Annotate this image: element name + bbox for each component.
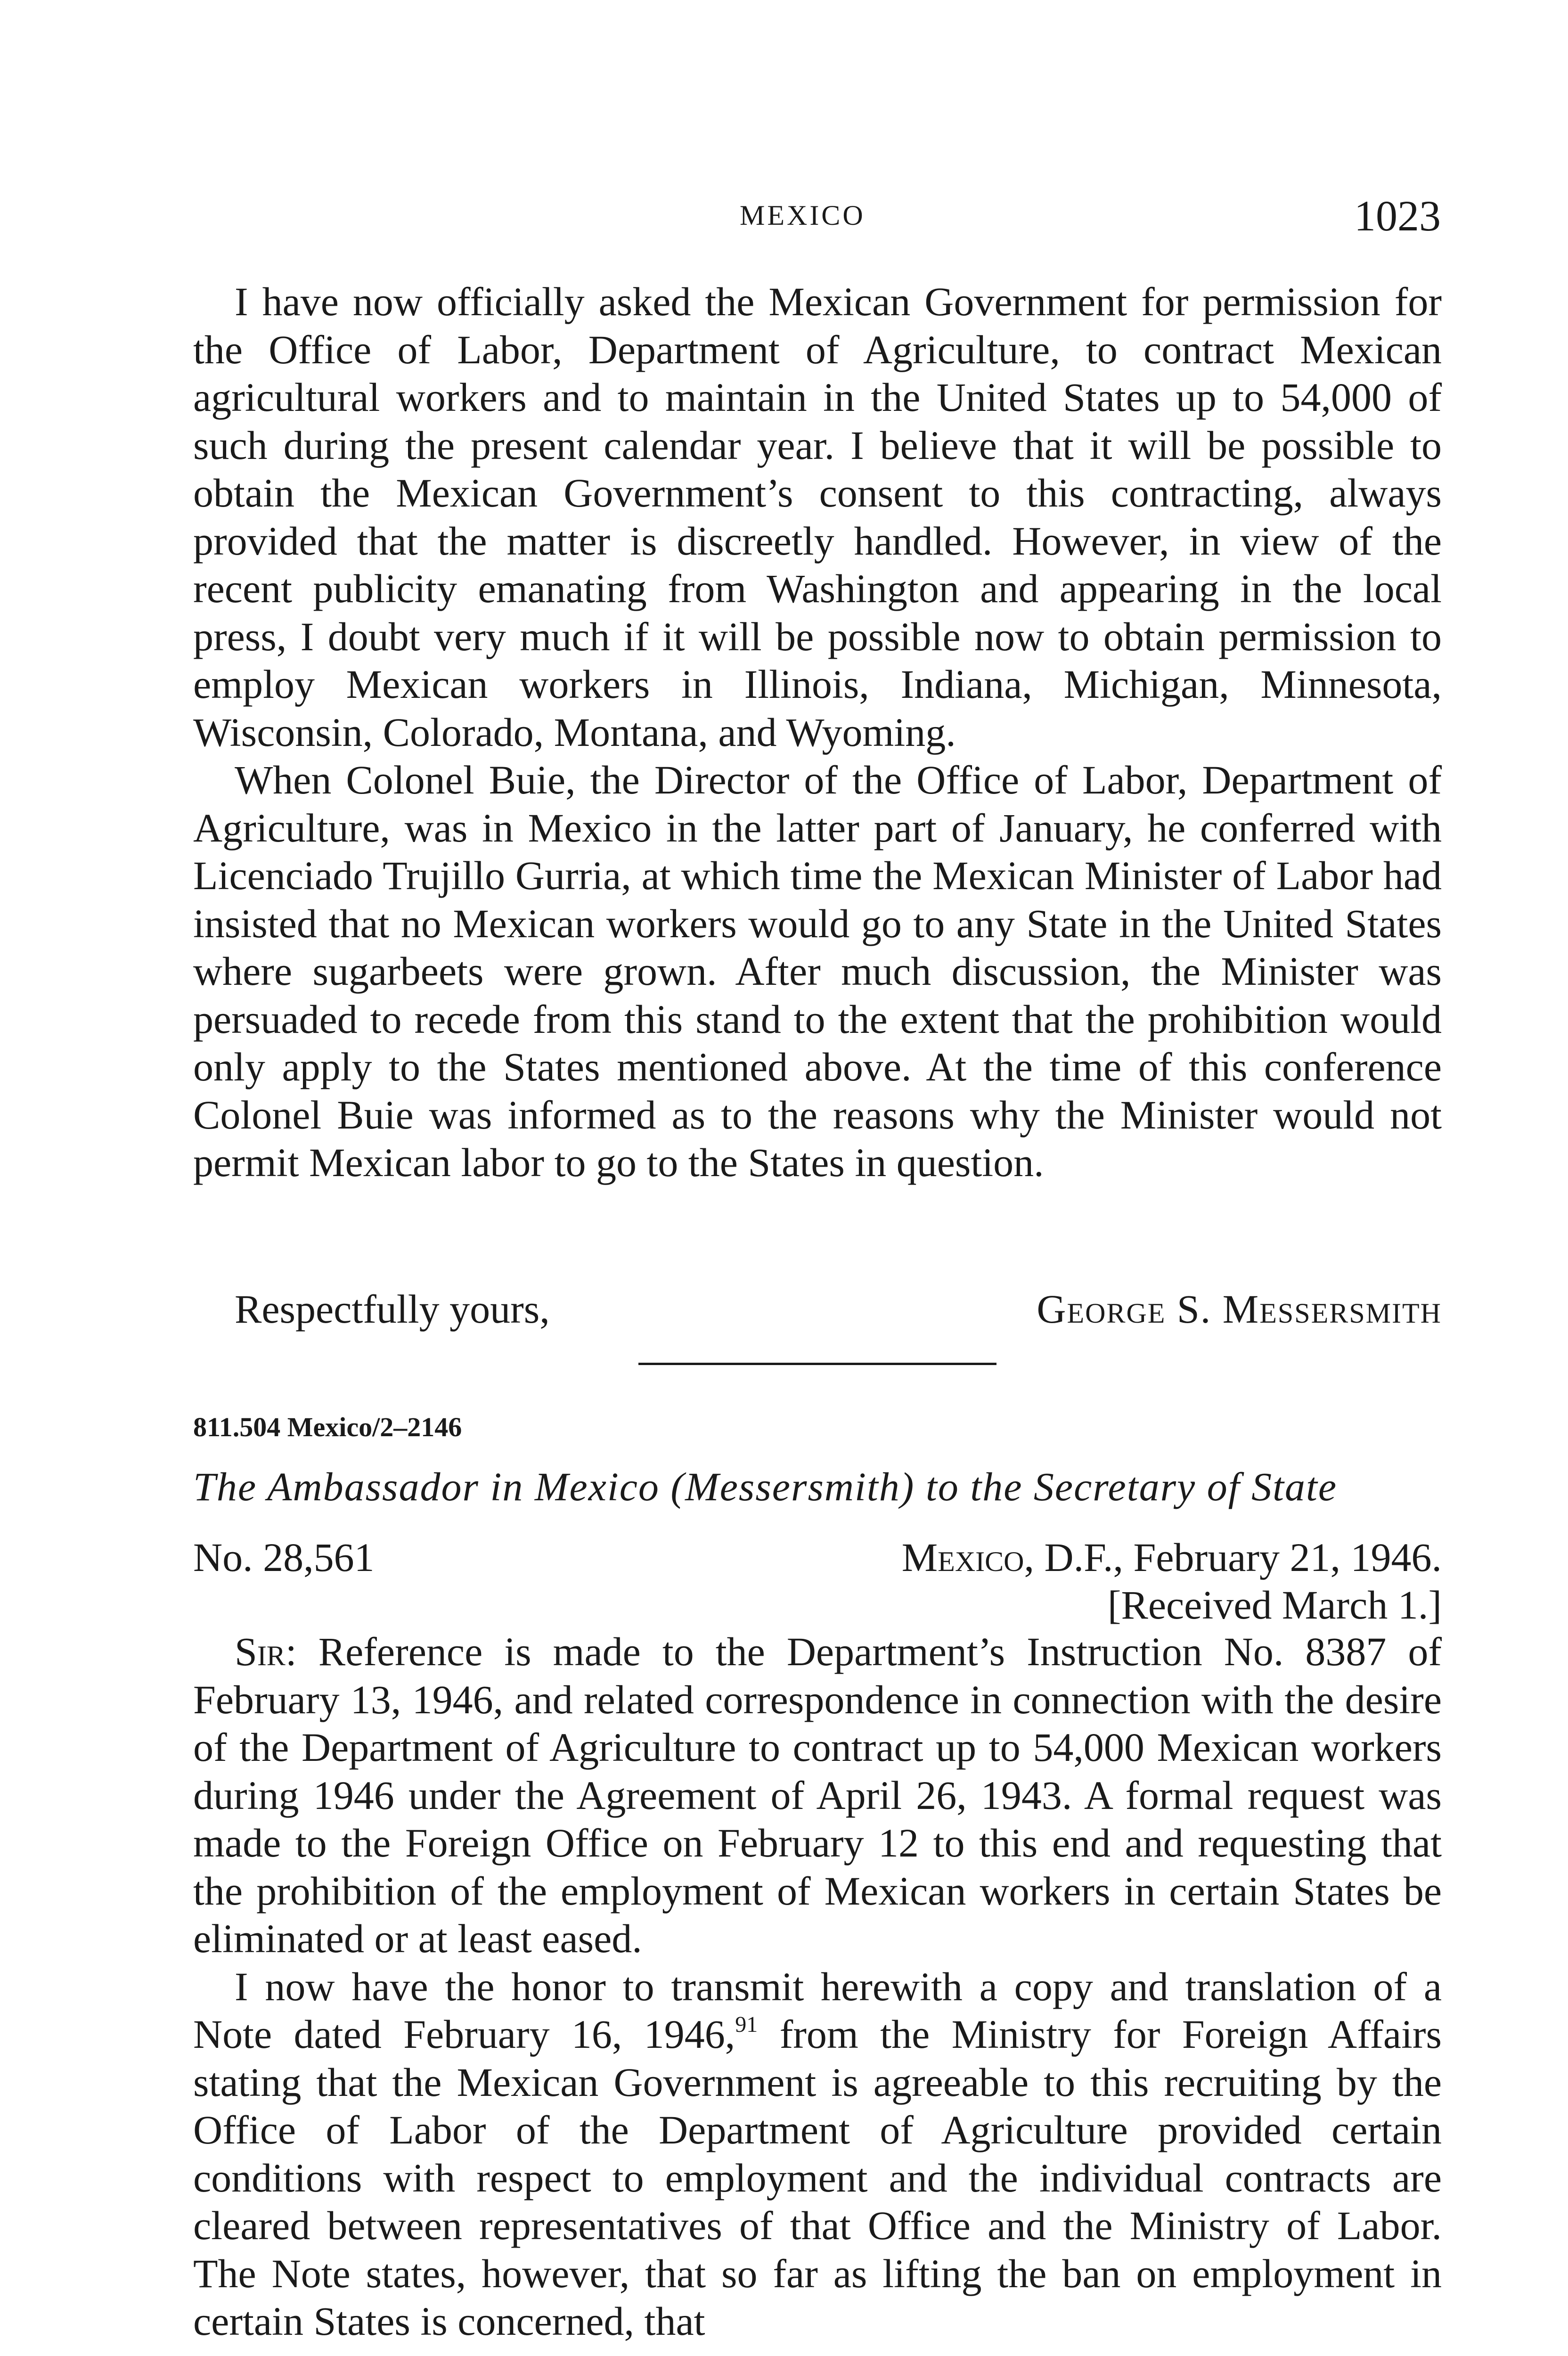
received-date: [Received March 1.] <box>1107 1582 1442 1628</box>
paragraph-text: Reference is made to the Department’s Instruction No. 8387 of February 13, 1946, and related correspondence in connection with the desire of the Department of Agriculture to contract up to 54,000 Mexican workers during 1946 under the Agreement of April 26, 1943. A formal request was made to the Foreign Office on February 12 to this end and requesting that the prohibition of the employment of Mexican workers in certain States be eliminated or at least eased. <box>193 1629 1442 1961</box>
footnote-reference: 91 <box>735 2012 758 2037</box>
paragraph: I have now officially asked the Mexican Government for permission for the Office of Labor, Department of Agriculture, to contract Mexican agricultural workers and to maintain in the United States up to 54,000 of such during the present calendar year. I believe that it will be possible to obtain the Mexican Government’s consent to this contracting, always provided that the matter is discreetly handled. However, in view of the recent publicity emanating from Washington and appearing in the local press, I doubt very much if it will be possible now to obtain permission to employ Mexican workers in Illinois, Indiana, Michigan, Minnesota, Wisconsin, Colorado, Montana, and Wyoming. <box>193 279 1442 755</box>
letter-body <box>193 278 1442 1187</box>
letter-signoff <box>193 1285 1442 1337</box>
paragraph <box>193 1628 1442 1963</box>
signature: George S. Messersmith <box>1037 1286 1442 1332</box>
dispatch-place: Mexico <box>901 1535 1024 1580</box>
document-title: The Ambassador in Mexico (Messersmith) to the Secretary of State <box>193 1464 1338 1509</box>
dispatch-place-date <box>902 1534 1442 1581</box>
paragraph <box>193 1963 1442 2346</box>
salutation: Sir: <box>235 1629 297 1674</box>
paragraph: When Colonel Buie, the Director of the Office of Labor, Department of Agriculture, was in Mexico in the latter part of January, he conferred with Licenciado Trujillo Gurria, at which time the Mexican Minister of Labor had insisted that no Mexican workers would go to any State in the United States where sugarbeets were grown. After much discussion, the Minister was persuaded to recede from this stand to the extent that the prohibition would only apply to the States mentioned above. At the time of this conference Colonel Buie was informed as to the reasons why the Minister would not permit Mexican labor to go to the States in question. <box>193 757 1442 1185</box>
complimentary-close: Respectfully yours, <box>235 1286 550 1332</box>
paragraph-text: I now have the honor to transmit herewith a copy and translation of a Note dated February 16, 1946, <box>193 1963 1442 2057</box>
file-reference: 811.504 Mexico/2–2146 <box>193 1412 462 1442</box>
paragraph-text: from the Ministry for Foreign Affairs stating that the Mexican Government is agreeable to this recruiting by the Office of Labor of the Department of Agriculture provided certain conditions with respect to employment and the individual contracts are cleared between representatives of that Office and the Ministry of Labor. The Note states, however, that so far as lifting the ban on employment in certain States is concerned, that <box>193 2012 1442 2344</box>
dispatch-body <box>193 1628 1442 2346</box>
dispatch-date: , D.F., February 21, 1946. <box>1024 1535 1442 1580</box>
section-divider <box>638 1363 996 1365</box>
dispatch-header <box>193 1534 1442 1637</box>
running-head <box>0 191 1568 243</box>
dispatch-number: No. 28,561 <box>193 1535 375 1580</box>
page-number: 1023 <box>1354 192 1441 240</box>
running-title: MEXICO <box>740 200 866 231</box>
